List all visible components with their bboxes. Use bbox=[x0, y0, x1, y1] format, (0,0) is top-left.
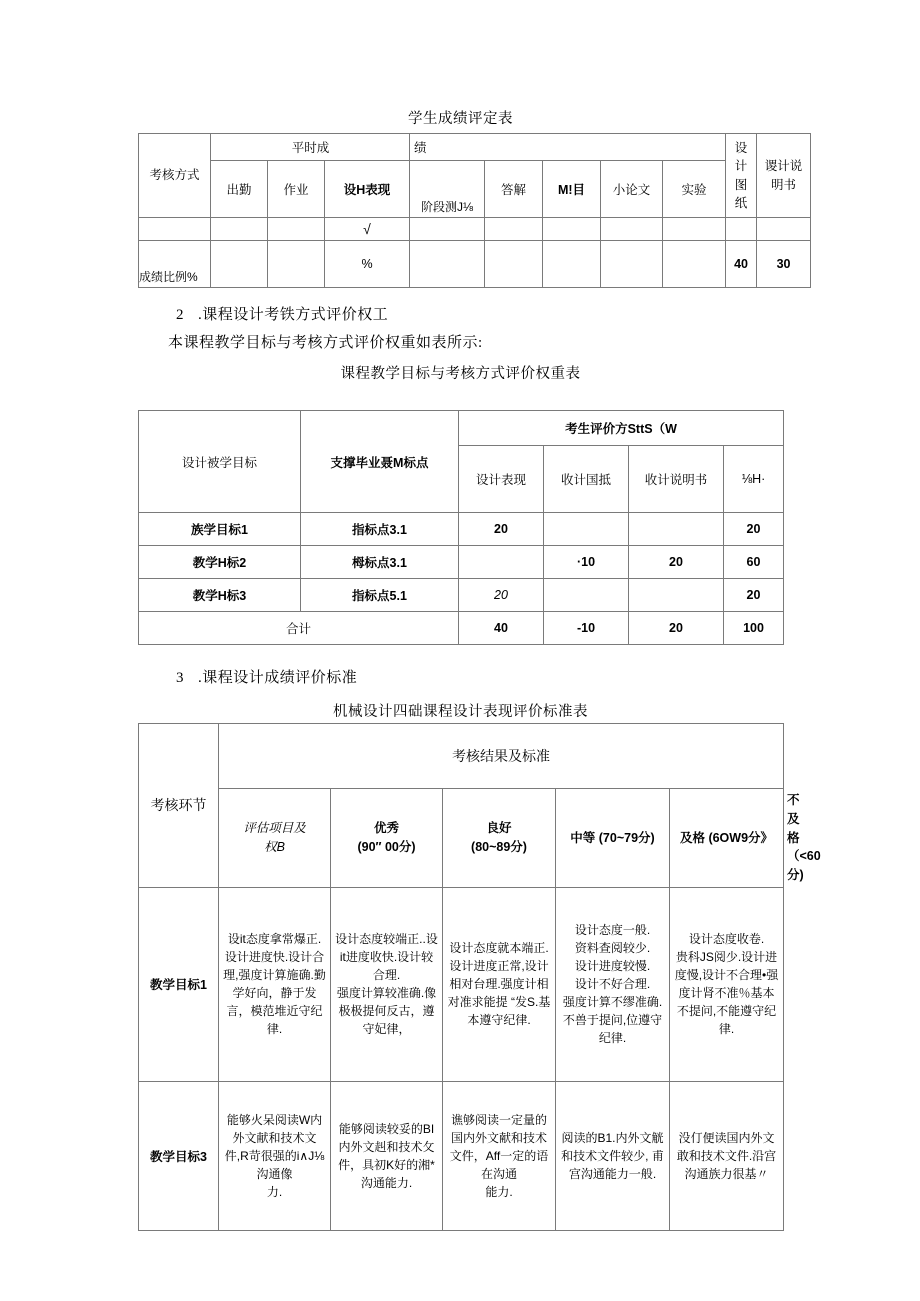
table2-r3-total: 20 bbox=[724, 579, 784, 612]
table3-row1-medium: 设计态度就本端正.设计进度正常,设计相对台理.强度计相对准求能提 “发S.基本遵守纪律. bbox=[443, 887, 556, 1081]
table3-subheader-row: 评估项目及 权B 优秀 (90″ 00分) 良好 (80~89分) 中等 (70~79分) 及格 (6OW9分》 不及格（<60分) bbox=[139, 789, 784, 888]
student-grade-assessment-table bbox=[138, 133, 811, 288]
table1-col-project: M!目 bbox=[543, 161, 601, 218]
table3-grade-excellent bbox=[331, 789, 443, 888]
design-performance-criteria-table bbox=[138, 723, 821, 1231]
table3-row2-medium: 谯够阅读一定量的国内外文献和技术文件，Aff一定的语在沟通 能力. bbox=[443, 1081, 556, 1230]
table1-check-essay bbox=[601, 218, 663, 241]
section3-number: 3 bbox=[176, 670, 184, 686]
table2-indicator-2: 栂标点3.1 bbox=[301, 546, 459, 579]
table2-indicator-3: 指标点5.1 bbox=[301, 579, 459, 612]
table2-group-header-row bbox=[139, 411, 784, 446]
table2-r2-v1 bbox=[459, 546, 544, 579]
table3-row2-fail: 没仃便读国内外文敢和技术文件.沿宫沟通族力很基〃 bbox=[670, 1081, 784, 1230]
table3-grade-medium bbox=[556, 789, 670, 888]
table3-grade-excellent-range: (90″ 00分) bbox=[357, 839, 416, 854]
table3-grade-pass-range: 及格 (6OW9分》 bbox=[679, 830, 774, 845]
table1-ratio-attendance bbox=[211, 241, 268, 288]
table2-r2-total: 60 bbox=[724, 546, 784, 579]
table2-goal-1: 族学目标1 bbox=[139, 513, 301, 546]
table3-col-evaluation-item bbox=[219, 789, 331, 888]
table-row bbox=[139, 513, 784, 546]
table1-check-experiment bbox=[663, 218, 726, 241]
table1-column-header-row bbox=[139, 161, 811, 218]
table2-goal-2: 教学H标2 bbox=[139, 546, 301, 579]
table2-r2-v3: 20 bbox=[629, 546, 724, 579]
table1-wrapper bbox=[138, 133, 811, 288]
table2-col-indicator: 支撑毕业聂M标点 bbox=[301, 411, 459, 513]
table2-r1-v2 bbox=[544, 513, 629, 546]
table2-total-v3: 20 bbox=[629, 612, 724, 645]
table3-row2-good: 能够阅读较妥的BI内外文赳和技术攵件，具初K好的湘*沟通能力. bbox=[331, 1081, 443, 1230]
table1-check-homework bbox=[268, 218, 325, 241]
table1-check-attendance bbox=[211, 218, 268, 241]
table3-row1-good: 设计态度较端正..设it进度收快.设计较合理. 强度计算较准确.像极极提何反古，遵守妃律， bbox=[331, 887, 443, 1081]
table1-row-label: 考核方式 bbox=[139, 134, 211, 218]
table1-ratio-row bbox=[139, 241, 811, 288]
table2-r1-v3 bbox=[629, 513, 724, 546]
table1-ratio-design-manual: 30 bbox=[757, 241, 811, 288]
table2-subcol-design-manual: 收计说明书 bbox=[629, 446, 724, 513]
table2-col-objective: 设计被学目标 bbox=[139, 411, 301, 513]
table1-group-header-left: 平时成 bbox=[211, 134, 410, 161]
table3-row1-label: 教学目标1 bbox=[139, 887, 219, 1081]
table1-col-attendance: 出勤 bbox=[211, 161, 268, 218]
table-row bbox=[139, 546, 784, 579]
table3-eval-line1: 评估项目及 bbox=[243, 821, 306, 836]
table1-check-design-drawing bbox=[726, 218, 757, 241]
table2-total-v2: -10 bbox=[544, 612, 629, 645]
table3-grade-excellent-name: 优秀 bbox=[373, 821, 399, 836]
section2-heading bbox=[176, 303, 388, 324]
table2-caption: 课程教学目标与考核方式评价权重表 bbox=[340, 366, 581, 382]
table-row bbox=[139, 579, 784, 612]
table2-total-label: 合计 bbox=[139, 612, 459, 645]
table1-check-design-manual bbox=[757, 218, 811, 241]
table1-col-homework: 作业 bbox=[268, 161, 325, 218]
table1-ratio-label: 成绩比例% bbox=[139, 241, 211, 288]
table2-subcol-design-drawing: 收计国抵 bbox=[544, 446, 629, 513]
table2-r3-v1: 20 bbox=[459, 579, 544, 612]
table-row bbox=[139, 1081, 784, 1230]
table1-col-design-drawing: 设计图纸 bbox=[726, 134, 757, 218]
table3-eval-line2: 权B bbox=[264, 839, 285, 854]
table2-goal-3: 教学H标3 bbox=[139, 579, 301, 612]
table1-col-defense: 答解 bbox=[485, 161, 543, 218]
objective-assessment-weight-table bbox=[138, 410, 784, 645]
section3-heading bbox=[176, 666, 357, 687]
table1-group-header-right: 绩 bbox=[410, 134, 726, 161]
table2-r3-v3 bbox=[629, 579, 724, 612]
table3-grade-good-name: 良好 bbox=[486, 821, 512, 836]
table3-wrapper bbox=[138, 723, 821, 1231]
table1-ratio-defense bbox=[485, 241, 543, 288]
table3-grade-pass bbox=[670, 789, 784, 888]
table1-col-experiment: 实验 bbox=[663, 161, 726, 218]
table2-wrapper bbox=[138, 410, 784, 645]
table2-total-row bbox=[139, 612, 784, 645]
table3-grade-good bbox=[443, 789, 556, 888]
table1-check-design-performance: √ bbox=[325, 218, 410, 241]
table3-row1-excellent: 设it态度拿常爆正.设计进度快.设计合理,强度计算施确.勤学好向，静于发言，模范堆近守纪律. bbox=[219, 887, 331, 1081]
table2-total-v1: 40 bbox=[459, 612, 544, 645]
table1-ratio-stage-test bbox=[410, 241, 485, 288]
table2-total-sum: 100 bbox=[724, 612, 784, 645]
table1-check-rowlabel bbox=[139, 218, 211, 241]
table1-caption: 学生成绩评定表 bbox=[408, 111, 513, 127]
table3-row2-label: 教学目标3 bbox=[139, 1081, 219, 1230]
table2-subcol-total: ⅛H· bbox=[724, 446, 784, 513]
table1-check-stage-test bbox=[410, 218, 485, 241]
table1-group-header-row bbox=[139, 134, 811, 161]
table1-ratio-design-performance: % bbox=[325, 241, 410, 288]
table2-r1-v1: 20 bbox=[459, 513, 544, 546]
table1-col-design-manual: 谡计说明书 bbox=[757, 134, 811, 218]
table3-header-row bbox=[139, 724, 784, 789]
table1-col-design-performance: 设H表现 bbox=[325, 161, 410, 218]
section3-title: .课程设计成绩评价标准 bbox=[198, 670, 358, 686]
table1-ratio-design-drawing: 40 bbox=[726, 241, 757, 288]
table3-group-header: 考核结果及标准 bbox=[219, 724, 784, 789]
table2-r3-v2 bbox=[544, 579, 629, 612]
table1-checkmark-row bbox=[139, 218, 811, 241]
table3-row2-pass: 阅读的B1.内外文觥和技术文件较少, 甫宫沟通能力一般. bbox=[556, 1081, 670, 1230]
section2-title: .课程设计考铁方式评价权工 bbox=[198, 307, 389, 323]
table1-ratio-experiment bbox=[663, 241, 726, 288]
table2-group-header: 考生评价方SttS（W bbox=[459, 411, 784, 446]
table-row bbox=[139, 887, 784, 1081]
table1-ratio-essay bbox=[601, 241, 663, 288]
table2-indicator-1: 指标点3.1 bbox=[301, 513, 459, 546]
table1-check-defense bbox=[485, 218, 543, 241]
table3-grade-medium-range: 中等 (70~79分) bbox=[570, 830, 655, 845]
table2-subcol-design-performance: 设计表现 bbox=[459, 446, 544, 513]
table3-caption: 机械设计四础课程设计表现评价标准表 bbox=[333, 704, 588, 720]
table1-check-project bbox=[543, 218, 601, 241]
table2-r1-total: 20 bbox=[724, 513, 784, 546]
table3-row2-excellent: 能够火呆阅读W内外文献和技术文件,R苛很强的i∧J⅛沟通像 力. bbox=[219, 1081, 331, 1230]
section2-lead-text: 本课程教学目标与考核方式评价权重如表所示: bbox=[168, 335, 483, 351]
table1-ratio-project bbox=[543, 241, 601, 288]
table3-grade-good-range: (80~89分) bbox=[471, 839, 527, 854]
table1-ratio-homework bbox=[268, 241, 325, 288]
table3-row1-fail: 设计态度收卷. 贵科JS阅少.设计进度慢,设计不合理•强度计肾不准％基本不提问,不能遵守纪律. bbox=[670, 887, 784, 1081]
table2-r2-v2: ·10 bbox=[544, 546, 629, 579]
table3-row1-pass: 设计态度一般. 资料查阅较少. 设计进度较慢. 设计不好合理. 强度计算不缪准确.不兽于提问,位遵守纪律. bbox=[556, 887, 670, 1081]
table1-col-essay: 小论文 bbox=[601, 161, 663, 218]
section2-number: 2 bbox=[176, 307, 184, 323]
table1-col-stage-test: 阶段测J⅛ bbox=[410, 161, 485, 218]
table3-col-assessment-stage: 考核环节 bbox=[139, 724, 219, 888]
